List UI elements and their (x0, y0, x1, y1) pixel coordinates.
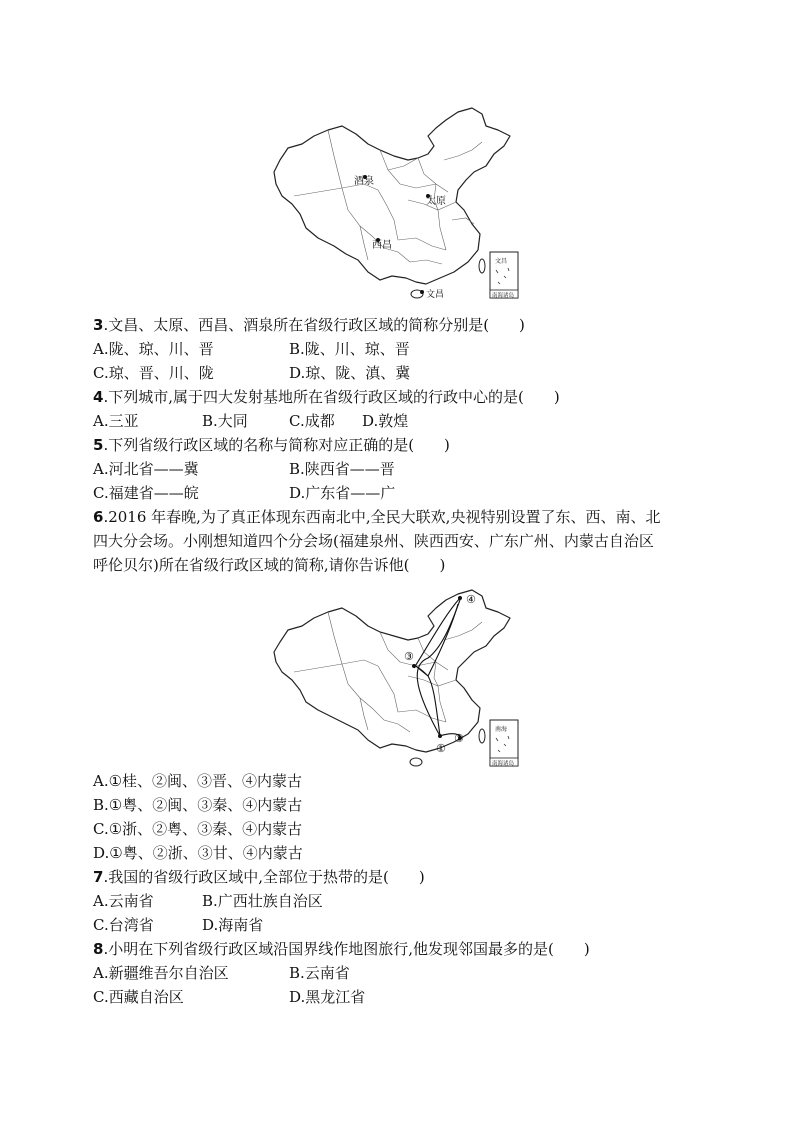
marker-2: ② (454, 732, 464, 745)
q4-option-a[interactable]: A.三亚 (93, 412, 139, 430)
q3-option-b[interactable]: B.陇、川、琼、晋 (289, 340, 410, 358)
q3-option-c[interactable]: C.琼、晋、川、陇 (93, 364, 214, 382)
question-3: 3.文昌、太原、西昌、酒泉所在省级行政区域的简称分别是( ) (93, 316, 525, 334)
svg-text:文昌: 文昌 (495, 258, 508, 265)
q4-option-d[interactable]: D.敦煌 (362, 412, 409, 430)
south-china-sea-inset (490, 252, 518, 299)
q7-option-c[interactable]: C.台湾省 (93, 916, 154, 934)
china-outline (274, 108, 510, 284)
marker-1: ① (436, 742, 446, 755)
label-wenchang: 文昌 (426, 290, 445, 300)
label-jiuquan: 酒泉 (354, 176, 374, 187)
q6-option-a[interactable]: A.①桂、②闽、③晋、④内蒙古 (93, 772, 303, 790)
marker-3: ③ (404, 650, 414, 663)
q5-option-a[interactable]: A.河北省——冀 (93, 460, 199, 478)
question-6: 6.2016 年春晚,为了真正体现东西南北中,全民大联欢,央视特别设置了东、西、南、北 (93, 508, 661, 526)
question-6-line-3: 呼伦贝尔)所在省级行政区域的简称,请你告诉他( ) (93, 556, 446, 574)
svg-text:南海: 南海 (495, 726, 508, 733)
question-4: 4.下列城市,属于四大发射基地所在省级行政区域的行政中心的是( ) (93, 388, 560, 406)
q8-option-a[interactable]: A.新疆维吾尔自治区 (93, 964, 229, 982)
q5-option-c[interactable]: C.福建省——皖 (93, 484, 199, 502)
question-7: 7.我国的省级行政区域中,全部位于热带的是( ) (93, 868, 425, 886)
q4-option-c[interactable]: C.成都 (289, 412, 335, 430)
label-xichang: 西昌 (372, 240, 392, 251)
taiwan-island (479, 259, 485, 273)
question-8: 8.小明在下列省级行政区域沿国界线作地图旅行,他发现邻国最多的是( ) (93, 940, 590, 958)
q7-option-a[interactable]: A.云南省 (93, 892, 154, 910)
china-map-gala-venues (268, 586, 530, 772)
question-6-line-2: 四大分会场。小刚想知道四个分会场(福建泉州、陕西西安、广东广州、内蒙古自治区 (93, 532, 654, 550)
q7-option-d[interactable]: D.海南省 (202, 916, 264, 934)
q5-option-d[interactable]: D.广东省——广 (289, 484, 396, 502)
q7-option-b[interactable]: B.广西壮族自治区 (202, 892, 323, 910)
q3-option-a[interactable]: A.陇、琼、川、晋 (93, 340, 214, 358)
china-map-launch-bases (268, 100, 530, 306)
q6-option-d[interactable]: D.①粤、②浙、③甘、④内蒙古 (93, 844, 303, 862)
q5-option-b[interactable]: B.陕西省——晋 (289, 460, 395, 478)
q8-option-c[interactable]: C.西藏自治区 (93, 988, 184, 1006)
china-outline (274, 590, 510, 752)
svg-text:南海诸岛: 南海诸岛 (492, 761, 515, 767)
svg-text:南海诸岛: 南海诸岛 (492, 293, 515, 299)
south-china-sea-inset (490, 720, 518, 767)
q4-option-b[interactable]: B.大同 (202, 412, 248, 430)
q8-option-d[interactable]: D.黑龙江省 (289, 988, 366, 1006)
question-5: 5.下列省级行政区域的名称与简称对应正确的是( ) (93, 436, 450, 454)
q6-option-b[interactable]: B.①粤、②闽、③秦、④内蒙古 (93, 796, 303, 814)
q6-option-c[interactable]: C.①浙、②粤、③秦、④内蒙古 (93, 820, 303, 838)
q3-option-d[interactable]: D.琼、陇、滇、冀 (289, 364, 411, 382)
label-taiyuan: 太原 (426, 196, 446, 207)
q8-option-b[interactable]: B.云南省 (289, 964, 350, 982)
marker-4: ④ (466, 593, 476, 606)
